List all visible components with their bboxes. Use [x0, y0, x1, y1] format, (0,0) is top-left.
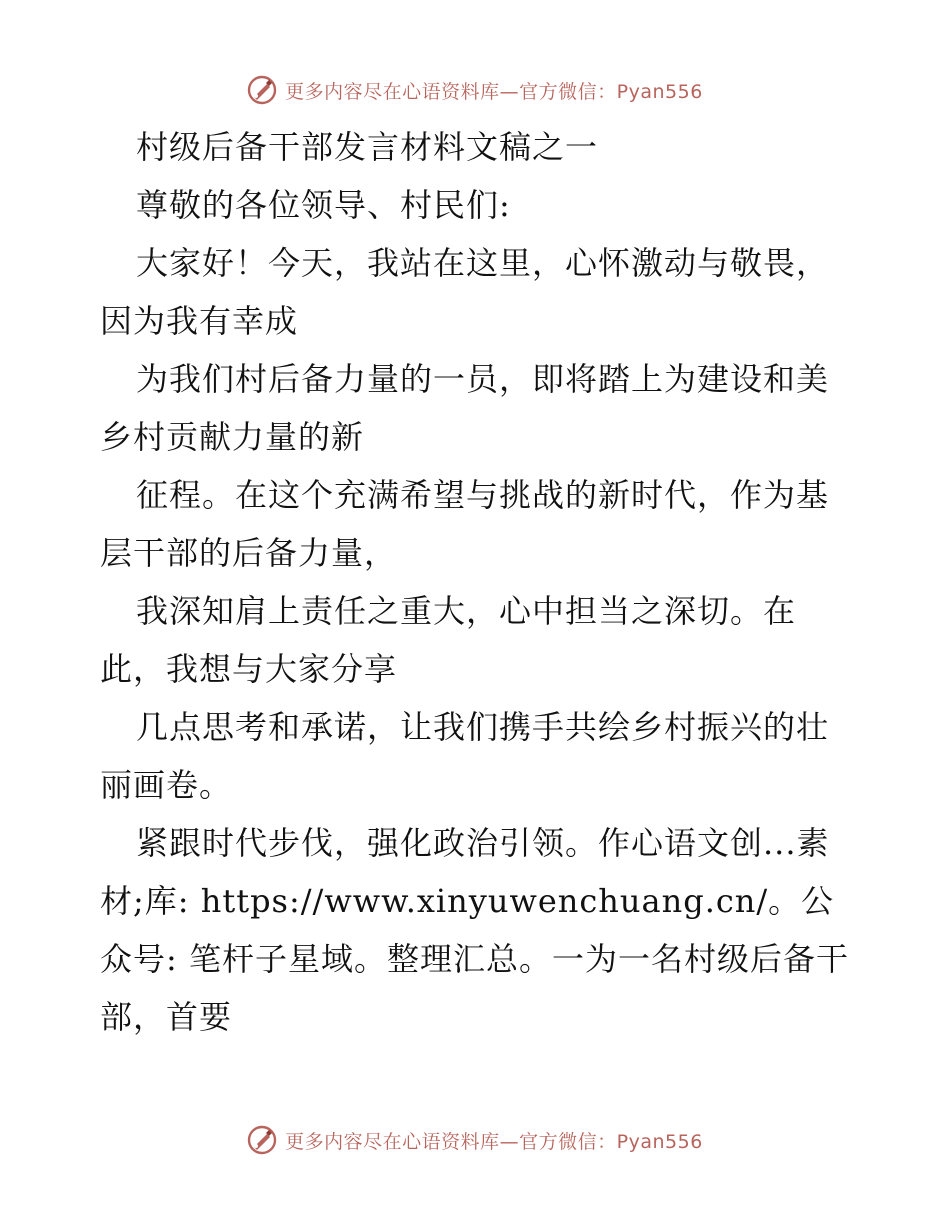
- watermark-text: 更多内容尽在心语资料库—官方微信：Pyan556: [285, 1130, 703, 1153]
- paragraph: 我深知肩上责任之重大，心中担当之深切。在此，我想与大家分享: [100, 592, 797, 688]
- footer-watermark: [0, 1120, 950, 1160]
- paragraph: 几点思考和承诺，让我们携手共绘乡村振兴的壮丽画卷。: [100, 708, 830, 804]
- paragraph: 大家好！今天，我站在这里，心怀激动与敬畏，因为我有幸成: [100, 244, 830, 340]
- document-title: 村级后备干部发言材料文稿之一: [136, 128, 599, 166]
- header-watermark: [0, 70, 950, 110]
- pen-seal-icon: [247, 1125, 277, 1155]
- paragraph: 紧跟时代步伐，强化政治引领。作心语文创...素材;库: https://www.xinyuwenchuang.cn/。公众号: 笔杆子星域。整理汇总。一为一名村级后备干部，首要: [100, 824, 849, 1036]
- pen-seal-icon: [247, 75, 277, 105]
- paragraph: 征程。在这个充满希望与挑战的新时代，作为基层干部的后备力量，: [100, 476, 830, 572]
- salutation: 尊敬的各位领导、村民们:: [136, 186, 511, 224]
- watermark-text: 更多内容尽在心语资料库—官方微信：Pyan556: [285, 80, 703, 103]
- document-body: [100, 118, 860, 1046]
- paragraph: 为我们村后备力量的一员，即将踏上为建设和美乡村贡献力量的新: [100, 360, 830, 456]
